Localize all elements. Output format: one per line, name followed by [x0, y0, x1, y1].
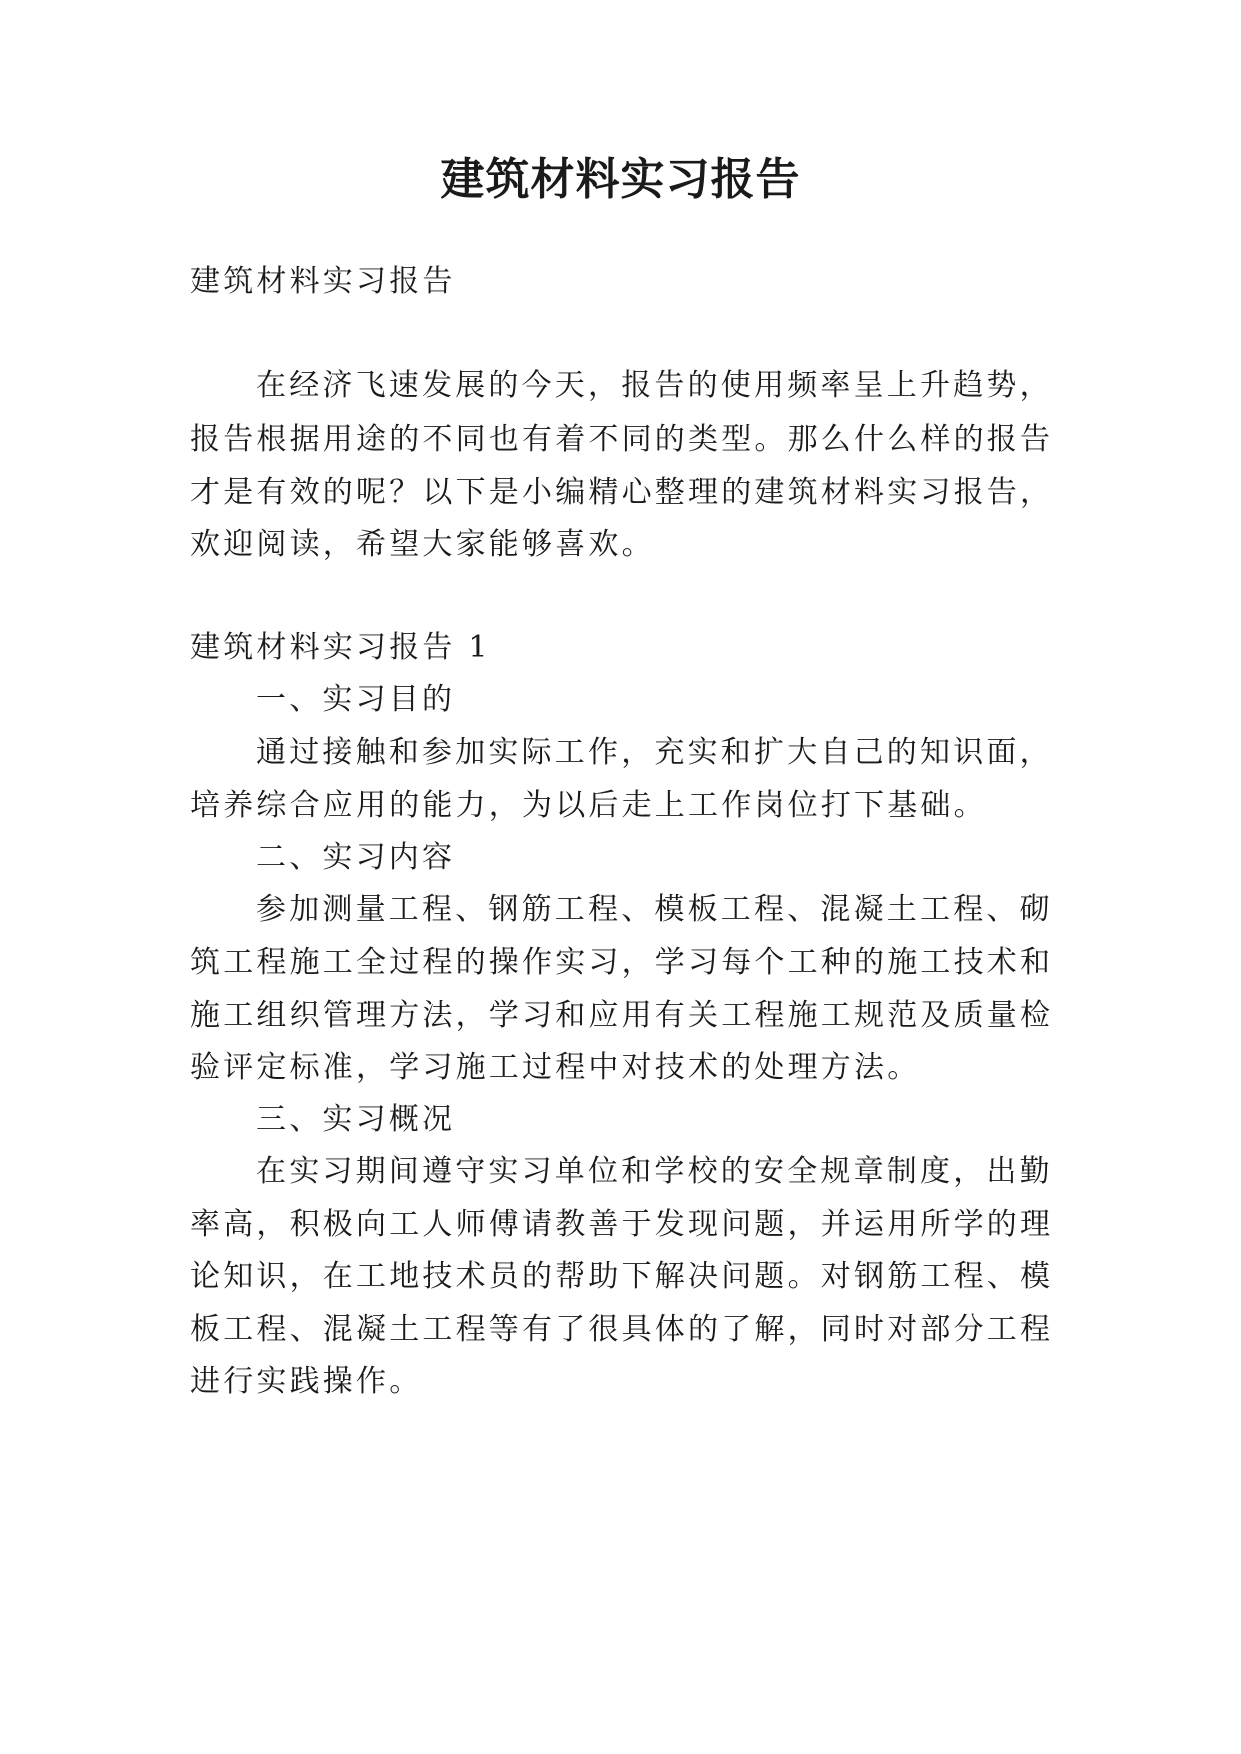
section-heading-purpose: 一、实习目的 — [256, 682, 456, 717]
intro-line: 在经济飞速发展的今天，报告的使用频率呈上升趋势， — [256, 368, 1053, 403]
section-purpose-line: 通过接触和参加实际工作，充实和扩大自己的知识面， — [256, 735, 1053, 770]
section-content-line: 筑工程施工全过程的操作实习，学习每个工种的施工技术和 — [190, 945, 1054, 980]
section-overview-line: 论知识，在工地技术员的帮助下解决问题。对钢筋工程、模 — [190, 1259, 1054, 1294]
section-purpose-line: 培养综合应用的能力，为以后走上工作岗位打下基础。 — [190, 788, 987, 823]
document-title: 建筑材料实习报告 — [440, 154, 801, 205]
document-subtitle: 建筑材料实习报告 — [190, 264, 456, 299]
section-heading-content: 二、实习内容 — [256, 840, 456, 875]
section-content-line: 参加测量工程、钢筋工程、模板工程、混凝土工程、砌 — [256, 892, 1053, 927]
section-overview-line: 在实习期间遵守实习单位和学校的安全规章制度，出勤 — [256, 1154, 1053, 1189]
section-overview-line: 进行实践操作。 — [190, 1364, 423, 1399]
report-heading: 建筑材料实习报告 1 — [190, 630, 491, 665]
section-overview-line: 板工程、混凝土工程等有了很具体的了解，同时对部分工程 — [190, 1312, 1054, 1347]
section-overview-line: 率高，积极向工人师傅请教善于发现问题，并运用所学的理 — [190, 1207, 1054, 1242]
intro-line: 欢迎阅读，希望大家能够喜欢。 — [190, 527, 655, 562]
section-heading-overview: 三、实习概况 — [256, 1102, 456, 1137]
section-content-line: 施工组织管理方法，学习和应用有关工程施工规范及质量检 — [190, 998, 1054, 1033]
intro-line: 才是有效的呢？以下是小编精心整理的建筑材料实习报告， — [190, 475, 1054, 510]
intro-line: 报告根据用途的不同也有着不同的类型。那么什么样的报告 — [190, 422, 1054, 457]
section-content-line: 验评定标准，学习施工过程中对技术的处理方法。 — [190, 1050, 921, 1085]
